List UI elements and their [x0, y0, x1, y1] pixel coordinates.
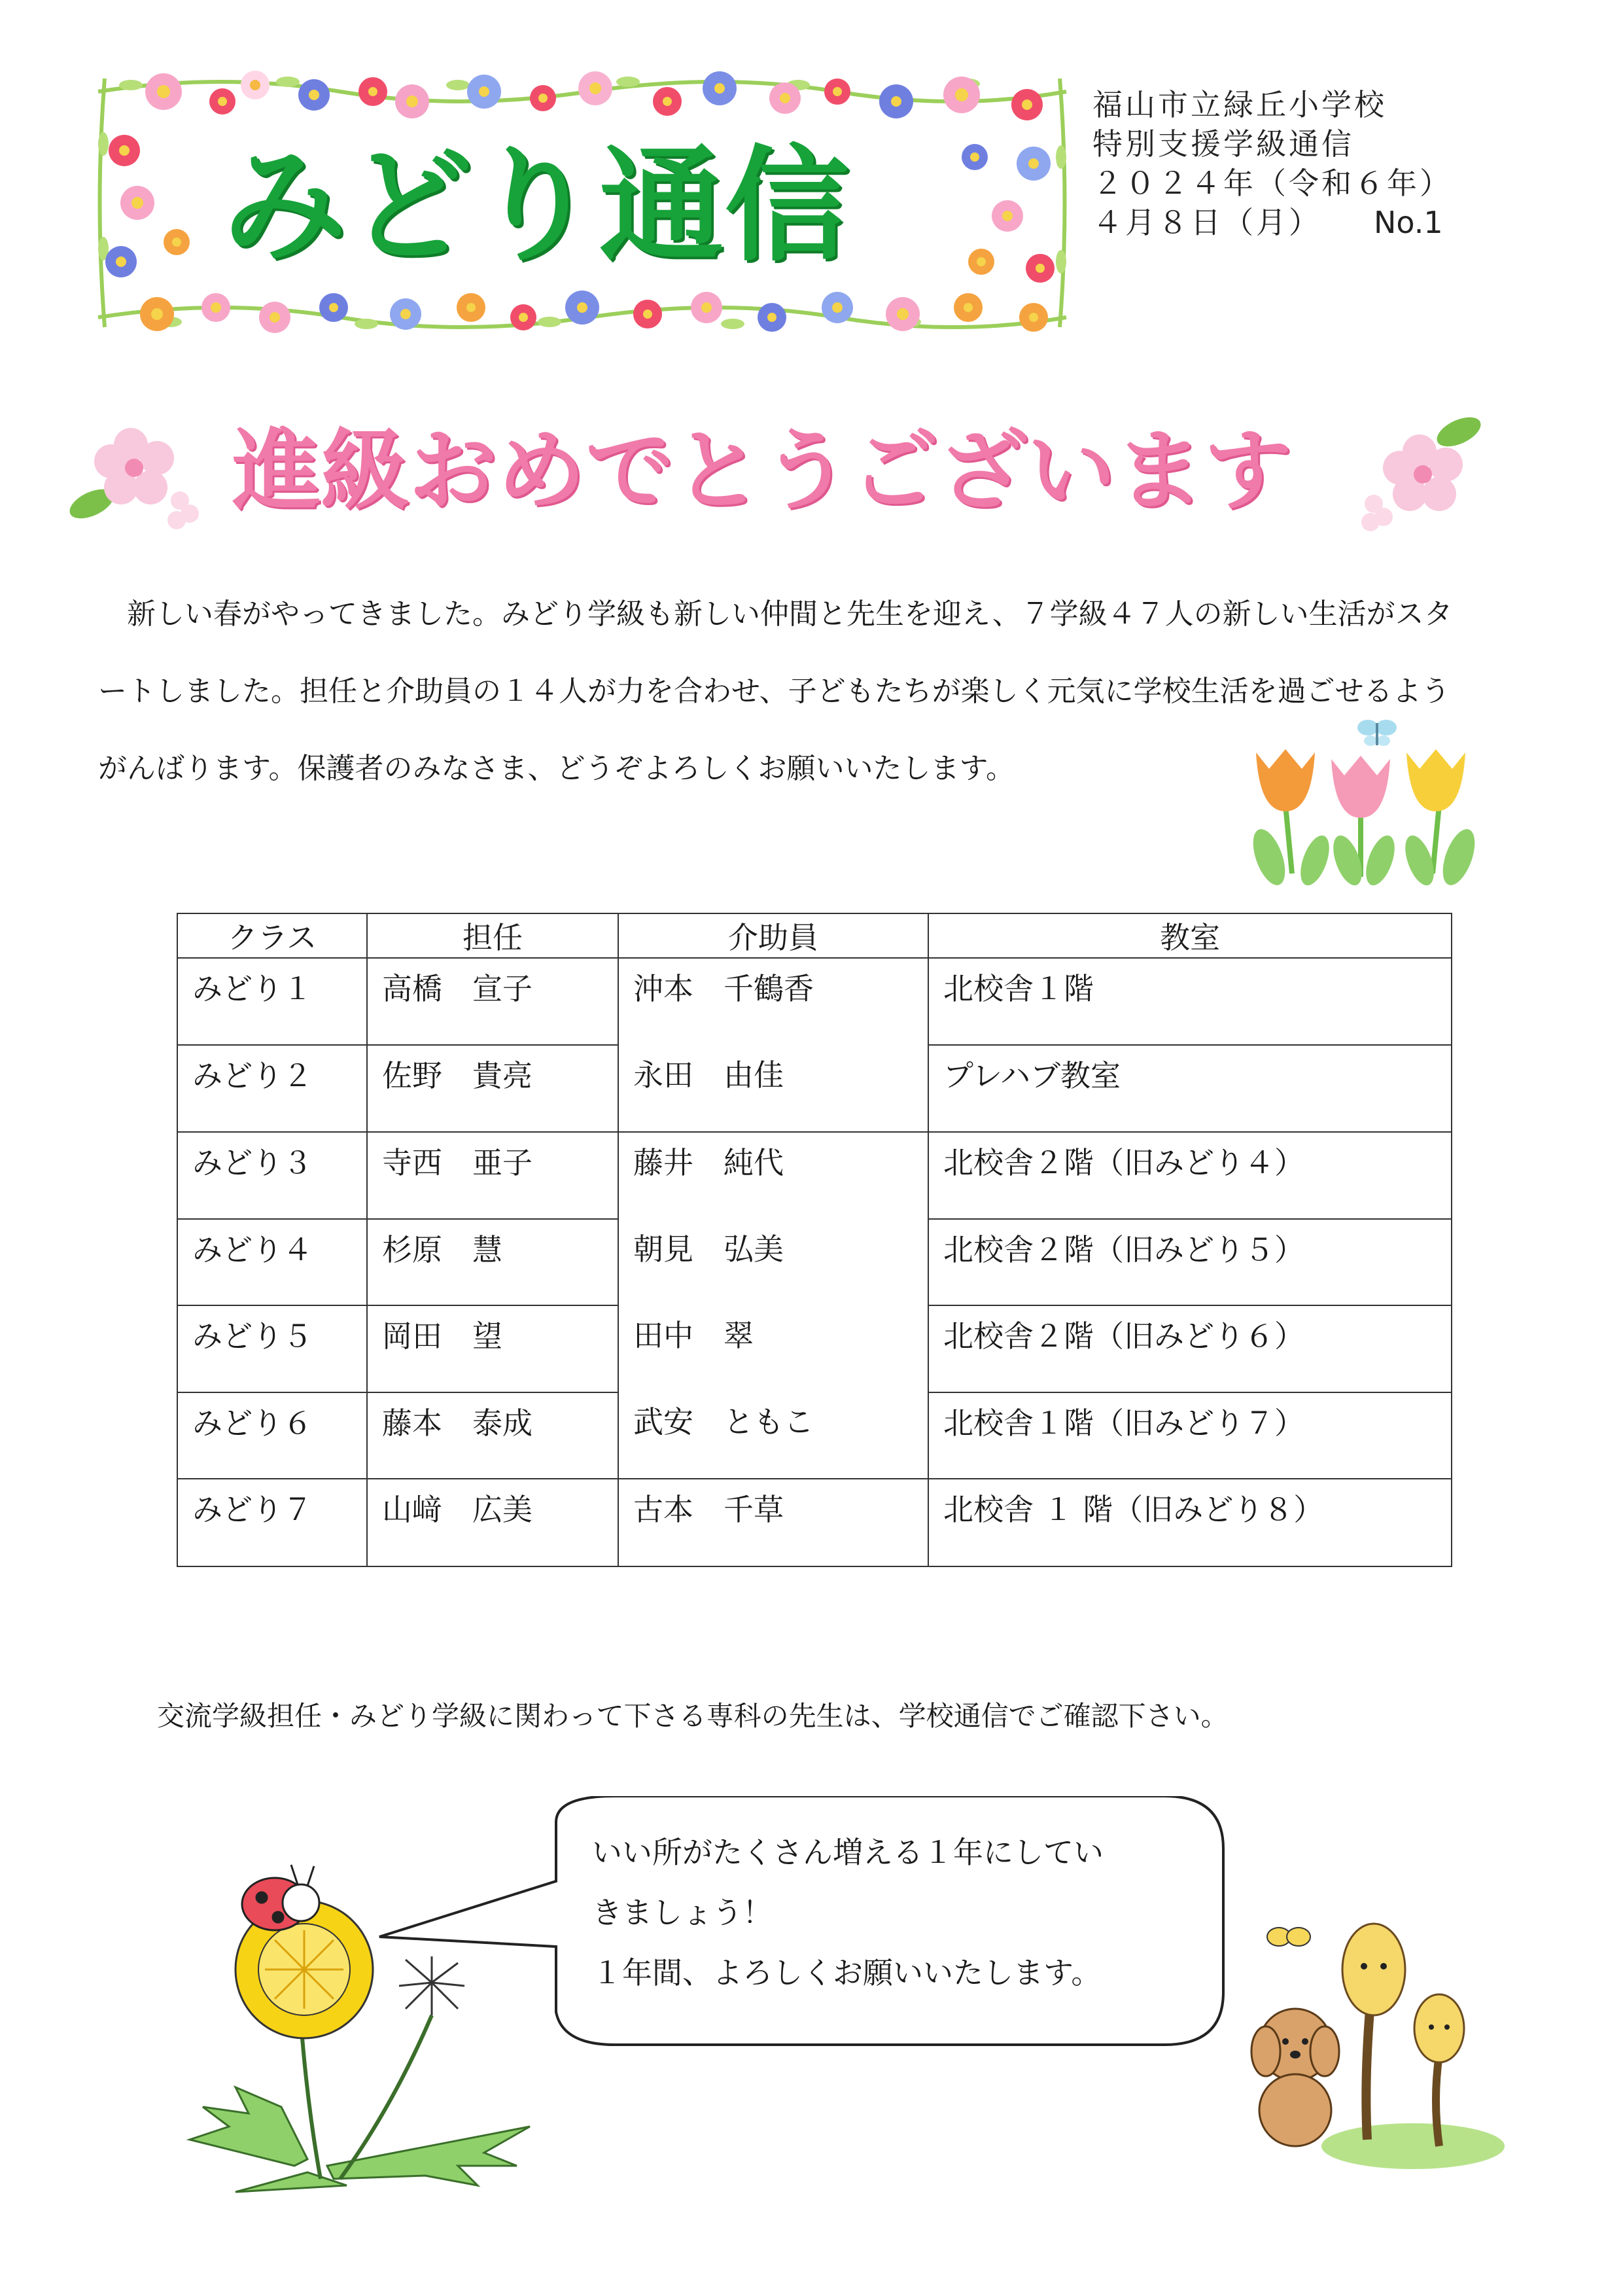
table-row	[177, 958, 1452, 1045]
dandelion-ladybug-illustration	[177, 1858, 543, 2199]
column-header-class: クラス	[177, 913, 367, 958]
room-cell: 北校舎２階（旧みどり５）	[928, 1219, 1452, 1306]
aide-name: 沖本 千鶴香	[633, 971, 814, 1006]
teacher-cell: 山﨑 広美	[367, 1479, 618, 1566]
room-cell: 北校舎２階（旧みどり４）	[928, 1132, 1452, 1219]
aide-name: 藤井 純代	[633, 1145, 784, 1180]
teacher-cell: 佐野 貴亮	[367, 1045, 618, 1132]
table-row	[177, 1132, 1452, 1219]
table-row	[177, 1479, 1452, 1566]
aide-name: 永田 由佳	[633, 1057, 784, 1093]
room-cell: 北校舎 １ 階（旧みどり８）	[928, 1479, 1452, 1566]
newsletter-title: みどり通信	[222, 133, 851, 278]
tulip-illustration	[1243, 713, 1485, 890]
class-cell: みどり５	[177, 1305, 367, 1392]
teacher-cell: 高橋 宣子	[367, 958, 618, 1045]
room-cell: 北校舎１階	[928, 958, 1452, 1045]
aide-cell	[618, 958, 928, 1132]
note-text: 交流学級担任・みどり学級に関わって下さる専科の先生は、学校通信でご確認下さい。	[157, 1700, 1229, 1732]
column-header-room: 教室	[928, 913, 1452, 958]
title-banner	[92, 65, 1073, 340]
column-header-teacher: 担任	[367, 913, 618, 958]
room-cell: 北校舎２階（旧みどり６）	[928, 1305, 1452, 1392]
dog-mushroom-illustration	[1243, 1911, 1505, 2172]
aide-name: 田中 翠	[633, 1318, 754, 1353]
column-header-aide: 介助員	[618, 913, 928, 958]
aide-name: 武安 ともこ	[633, 1404, 814, 1439]
table-header-row	[177, 913, 1452, 958]
aide-name: 朝見 弘美	[633, 1231, 784, 1267]
bubble-line: １年間、よろしくお願いいたします。	[592, 1955, 1102, 1990]
headline: 進級おめでとうございます	[232, 419, 1292, 522]
bubble-text	[592, 1822, 1181, 2003]
issue-number: No.1	[1374, 205, 1443, 240]
school-name: 福山市立緑丘小学校	[1092, 87, 1387, 122]
class-cell: みどり６	[177, 1392, 367, 1479]
issue-year: ２０２４年（令和６年）	[1092, 166, 1452, 201]
bubble-line: いい所がたくさん増える１年にしてい	[592, 1835, 1104, 1870]
teacher-cell: 藤本 泰成	[367, 1392, 618, 1479]
newsletter-type: 特別支援学級通信	[1092, 126, 1354, 162]
bubble-line: きましょう！	[592, 1895, 773, 1930]
cherry-blossom-icon	[1354, 406, 1492, 537]
room-cell: 北校舎１階（旧みどり７）	[928, 1392, 1452, 1479]
school-info	[1092, 85, 1550, 242]
teacher-cell: 岡田 望	[367, 1305, 618, 1392]
teacher-cell: 杉原 慧	[367, 1219, 618, 1306]
issue-line	[1092, 203, 1550, 242]
intro-line: ートしました。担任と介助員の１４人が力を合わせ、子どもたちが楽しく元気に学校生活を過ごせるよう	[98, 675, 1450, 708]
aide-cell	[618, 1132, 928, 1479]
teacher-cell: 寺西 亜子	[367, 1132, 618, 1219]
intro-line: 新しい春がやってきました。みどり学級も新しい仲間と先生を迎え、７学級４７人の新しい生活がスタ	[98, 597, 1453, 631]
aide-cell	[618, 1479, 928, 1566]
class-cell: みどり７	[177, 1479, 367, 1566]
class-table	[177, 913, 1452, 1567]
class-cell: みどり１	[177, 958, 367, 1045]
intro-line: がんばります。保護者のみなさま、どうぞよろしくお願いいたします。	[98, 752, 1015, 785]
cherry-blossom-icon	[65, 406, 203, 537]
headline-area	[65, 406, 1505, 537]
issue-date: ４月８日（月）	[1092, 205, 1321, 240]
class-cell: みどり３	[177, 1132, 367, 1219]
aide-name: 古本 千草	[633, 1492, 784, 1527]
class-cell: みどり４	[177, 1219, 367, 1306]
room-cell: プレハブ教室	[928, 1045, 1452, 1132]
class-cell: みどり２	[177, 1045, 367, 1132]
